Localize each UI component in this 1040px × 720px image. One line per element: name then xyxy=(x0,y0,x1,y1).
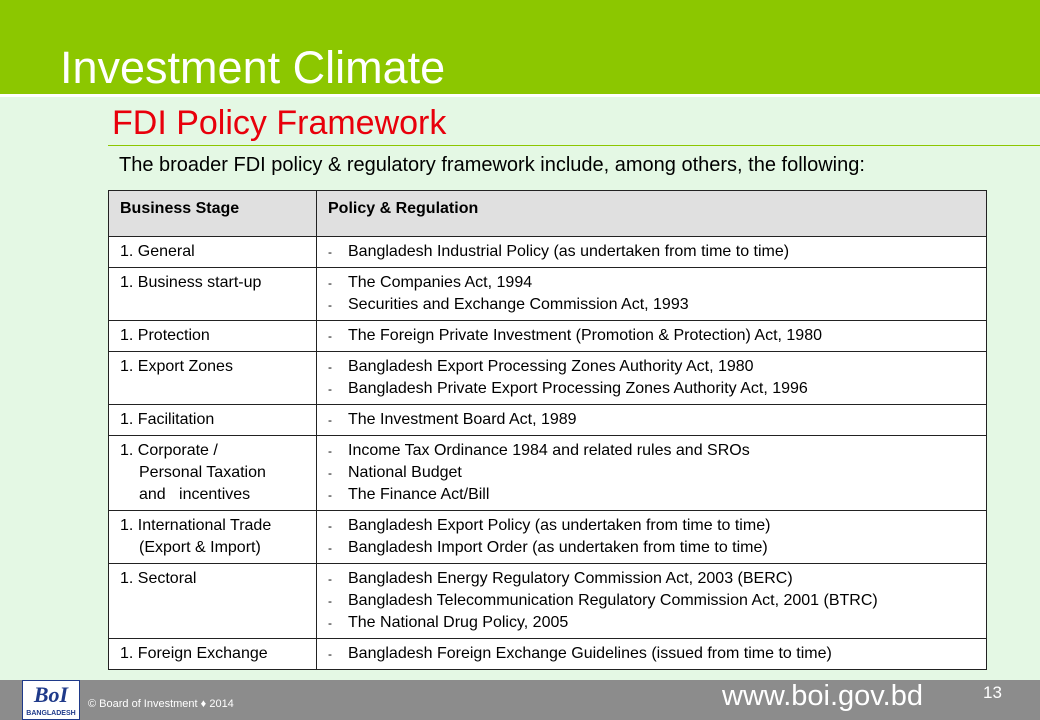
business-stage-label: 1. Facilitation xyxy=(120,411,215,428)
policy-item xyxy=(328,356,980,378)
policy-item-text: Bangladesh Telecommunication Regulatory Commission Act, 2001 (BTRC) xyxy=(348,592,878,609)
table-row xyxy=(109,405,987,436)
table-row xyxy=(109,352,987,405)
business-stage-cell xyxy=(109,352,317,405)
copyright-text: © Board of Investment ♦ 2014 xyxy=(88,698,234,710)
table-row xyxy=(109,436,987,511)
business-stage-cell xyxy=(109,268,317,321)
business-stage-cell xyxy=(109,639,317,670)
business-stage-label: (Export & Import) xyxy=(139,539,261,556)
policy-item xyxy=(328,325,980,347)
table-row xyxy=(109,639,987,670)
policy-cell xyxy=(317,405,987,436)
policy-item xyxy=(328,612,980,634)
policy-item xyxy=(328,515,980,537)
dash-bullet-icon: - xyxy=(328,572,332,586)
policy-cell xyxy=(317,564,987,639)
policy-item xyxy=(328,409,980,431)
policy-cell xyxy=(317,321,987,352)
table-row xyxy=(109,511,987,564)
policy-item-text: The Companies Act, 1994 xyxy=(348,274,533,291)
policy-item-text: Securities and Exchange Commission Act, 1993 xyxy=(348,296,689,313)
header-divider xyxy=(0,94,1040,97)
policy-item xyxy=(328,241,980,263)
table-row xyxy=(109,564,987,639)
dash-bullet-icon: - xyxy=(328,329,332,343)
policy-cell xyxy=(317,268,987,321)
dash-bullet-icon: - xyxy=(328,466,332,480)
business-stage-label: 1. Business start-up xyxy=(120,274,262,291)
table-row xyxy=(109,237,987,268)
dash-bullet-icon: - xyxy=(328,594,332,608)
header-policy-regulation: Policy & Regulation xyxy=(317,191,987,237)
logo-text: BANGLADESH xyxy=(26,710,76,717)
policy-item-text: Bangladesh Import Order (as undertaken from time to time) xyxy=(348,539,768,556)
table-row xyxy=(109,321,987,352)
policy-item xyxy=(328,590,980,612)
business-stage-label: 1. Sectoral xyxy=(120,570,197,587)
policy-item-text: National Budget xyxy=(348,464,462,481)
policy-cell xyxy=(317,511,987,564)
policy-cell xyxy=(317,352,987,405)
business-stage-label: 1. Foreign Exchange xyxy=(120,645,268,662)
policy-item xyxy=(328,484,980,506)
policy-item-text: The Foreign Private Investment (Promotion & Protection) Act, 1980 xyxy=(348,327,822,344)
policy-item xyxy=(328,378,980,400)
dash-bullet-icon: - xyxy=(328,541,332,555)
policy-item xyxy=(328,272,980,294)
policy-item-text: Bangladesh Export Processing Zones Authority Act, 1980 xyxy=(348,358,754,375)
slide-title: Investment Climate xyxy=(60,42,446,93)
table-row xyxy=(109,268,987,321)
business-stage-cell xyxy=(109,564,317,639)
page-number: 13 xyxy=(983,683,1002,702)
business-stage-cell xyxy=(109,436,317,511)
business-stage-label: 1. Protection xyxy=(120,327,210,344)
dash-bullet-icon: - xyxy=(328,382,332,396)
dash-bullet-icon: - xyxy=(328,616,332,630)
dash-bullet-icon: - xyxy=(328,298,332,312)
business-stage-label: Personal Taxation xyxy=(139,464,266,481)
business-stage-label: 1. General xyxy=(120,243,195,260)
policy-item-text: Bangladesh Foreign Exchange Guidelines (issued from time to time) xyxy=(348,645,832,662)
intro-text: The broader FDI policy & regulatory framework include, among others, the following: xyxy=(119,154,865,176)
policy-item-text: The National Drug Policy, 2005 xyxy=(348,614,569,631)
business-stage-cell xyxy=(109,405,317,436)
dash-bullet-icon: - xyxy=(328,519,332,533)
policy-item-text: Bangladesh Energy Regulatory Commission Act, 2003 (BERC) xyxy=(348,570,793,587)
dash-bullet-icon: - xyxy=(328,647,332,661)
policy-item-text: Bangladesh Industrial Policy (as undertaken from time to time) xyxy=(348,243,790,260)
policy-item-text: The Finance Act/Bill xyxy=(348,486,490,503)
policy-item xyxy=(328,462,980,484)
boi-logo xyxy=(22,680,80,720)
dash-bullet-icon: - xyxy=(328,276,332,290)
policy-item-text: Bangladesh Export Policy (as undertaken from time to time) xyxy=(348,517,771,534)
policy-item xyxy=(328,568,980,590)
subtitle-divider xyxy=(108,145,1040,146)
business-stage-label: 1. Export Zones xyxy=(120,358,233,375)
policy-item-text: Income Tax Ordinance 1984 and related rules and SROs xyxy=(348,442,750,459)
policy-cell xyxy=(317,436,987,511)
policy-table xyxy=(108,190,987,670)
policy-item-text: Bangladesh Private Export Processing Zones Authority Act, 1996 xyxy=(348,380,808,397)
business-stage-cell xyxy=(109,321,317,352)
business-stage-label: 1. International Trade xyxy=(120,517,272,534)
policy-item xyxy=(328,643,980,665)
dash-bullet-icon: - xyxy=(328,245,332,259)
business-stage-cell xyxy=(109,237,317,268)
slide-subtitle: FDI Policy Framework xyxy=(112,104,447,142)
policy-cell xyxy=(317,639,987,670)
dash-bullet-icon: - xyxy=(328,488,332,502)
website-link[interactable]: www.boi.gov.bd xyxy=(722,680,923,712)
dash-bullet-icon: - xyxy=(328,413,332,427)
business-stage-label: and incentives xyxy=(139,486,251,503)
business-stage-cell xyxy=(109,511,317,564)
dash-bullet-icon: - xyxy=(328,444,332,458)
policy-item xyxy=(328,294,980,316)
policy-cell xyxy=(317,237,987,268)
logo-mark: BoI xyxy=(33,682,69,707)
table-body xyxy=(109,237,987,670)
policy-item-text: The Investment Board Act, 1989 xyxy=(348,411,577,428)
policy-item xyxy=(328,440,980,462)
business-stage-label: 1. Corporate / xyxy=(120,442,218,459)
header-business-stage: Business Stage xyxy=(109,191,317,237)
policy-item xyxy=(328,537,980,559)
dash-bullet-icon: - xyxy=(328,360,332,374)
table-header-row xyxy=(109,191,987,237)
